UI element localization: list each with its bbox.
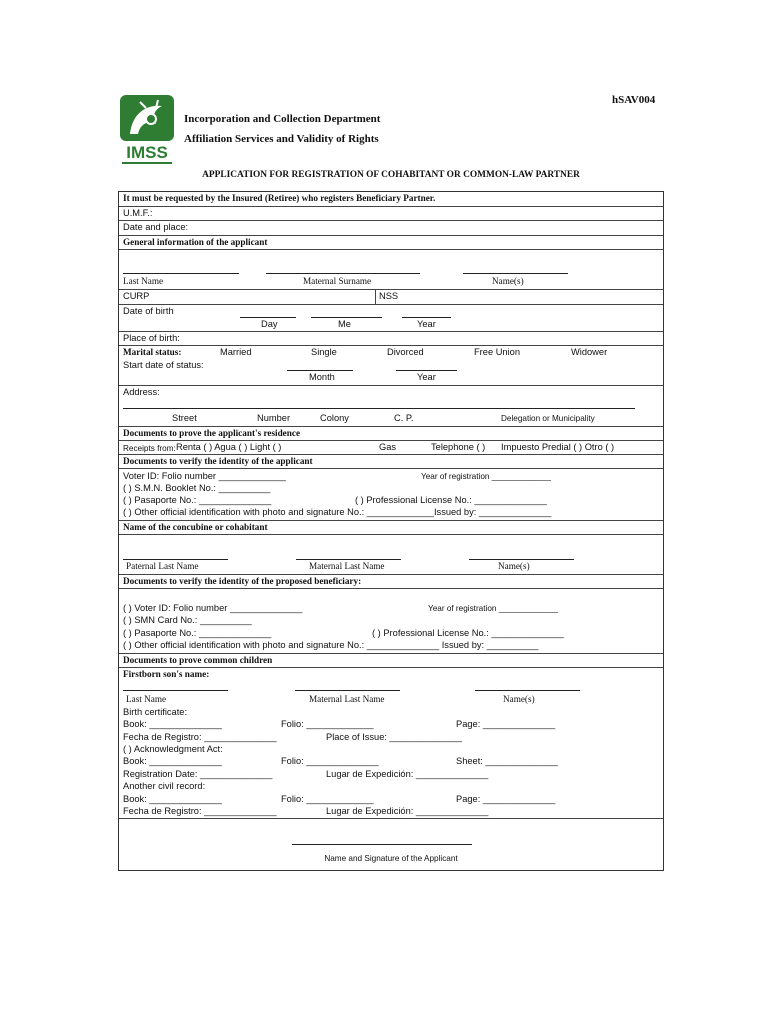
- beneficiary-year-registration-field[interactable]: Year of registration _____________: [428, 604, 558, 613]
- row-divider: [119, 454, 663, 455]
- free-union-option[interactable]: Free Union: [474, 347, 520, 357]
- other-place-field[interactable]: Lugar de Expedición: ______________: [326, 806, 489, 816]
- form-code: hSAV004: [612, 94, 656, 106]
- year-registration-field[interactable]: Year of registration _____________: [421, 472, 551, 481]
- receipts-options[interactable]: Renta ( ) Agua ( ) Light ( ): [176, 442, 282, 452]
- beneficiary-other-id-field[interactable]: ( ) Other official identification with photo and signature No.: ______________ Issued by: __________: [123, 640, 539, 650]
- firstborn-label: Firstborn son's name:: [123, 669, 210, 679]
- names-caption: Name(s): [498, 561, 530, 571]
- maternal-name-line[interactable]: [296, 559, 401, 560]
- row-divider: [119, 667, 663, 668]
- month-caption: Month: [309, 372, 335, 382]
- place-of-issue-field[interactable]: Place of Issue: ______________: [326, 732, 462, 742]
- professional-license-field[interactable]: ( ) Professional License No.: ______________: [355, 495, 547, 505]
- row-divider: [119, 818, 663, 819]
- another-civil-record-label: Another civil record:: [123, 781, 206, 791]
- single-option[interactable]: Single: [311, 347, 337, 357]
- department-name: Incorporation and Collection Department: [184, 113, 381, 125]
- child-names-line[interactable]: [475, 690, 580, 691]
- other-book-field[interactable]: Book: ______________: [123, 794, 222, 804]
- names-line[interactable]: [463, 273, 568, 274]
- last-name-line[interactable]: [123, 273, 239, 274]
- logo-text: IMSS: [126, 143, 168, 162]
- married-option[interactable]: Married: [220, 347, 252, 357]
- maternal-surname-caption: Maternal Surname: [303, 276, 372, 286]
- ack-sheet-field[interactable]: Sheet: ______________: [456, 756, 558, 766]
- curp-nss-divider: [375, 289, 376, 304]
- section-heading: Documents to verify the identity of the proposed beneficiary:: [123, 576, 362, 586]
- maternal-caption: Maternal Last Name: [309, 694, 385, 704]
- widower-option[interactable]: Widower: [571, 347, 608, 357]
- birth-certificate-label: Birth certificate:: [123, 707, 188, 717]
- delegation-caption: Delegation or Municipality: [501, 414, 595, 423]
- other-folio-field[interactable]: Folio: _____________: [281, 794, 374, 804]
- year-caption: Year: [417, 319, 436, 329]
- dob-label: Date of birth: [123, 306, 174, 316]
- beneficiary-voter-id-field[interactable]: ( ) Voter ID: Folio number ______________: [123, 603, 303, 613]
- number-caption: Number: [257, 413, 291, 423]
- row-divider: [119, 345, 663, 346]
- ack-registration-date-field[interactable]: Registration Date: ______________: [123, 769, 273, 779]
- birth-registration-date-field[interactable]: Fecha de Registro: ______________: [123, 732, 277, 742]
- start-year-line[interactable]: [396, 370, 457, 371]
- registration-form: [118, 191, 664, 871]
- section-heading: Documents to prove common children: [123, 655, 273, 665]
- row-divider: [119, 206, 663, 207]
- dob-year-line[interactable]: [402, 317, 451, 318]
- receipts-label: Receipts from:: [123, 444, 176, 453]
- divorced-option[interactable]: Divorced: [387, 347, 424, 357]
- paternal-name-line[interactable]: [123, 559, 228, 560]
- day-caption: Day: [261, 319, 278, 329]
- dob-month-line[interactable]: [311, 317, 382, 318]
- birth-book-field[interactable]: Book: ______________: [123, 719, 222, 729]
- row-divider: [119, 289, 663, 290]
- ack-place-field[interactable]: Lugar de Expedición: ______________: [326, 769, 489, 779]
- acknowledgment-act-option[interactable]: ( ) Acknowledgment Act:: [123, 744, 223, 754]
- section-heading: General information of the applicant: [123, 237, 268, 247]
- row-divider: [119, 249, 663, 250]
- signature-line[interactable]: [292, 844, 472, 845]
- names-caption: Name(s): [503, 694, 535, 704]
- dob-day-line[interactable]: [240, 317, 296, 318]
- row-divider: [119, 440, 663, 441]
- birth-folio-field[interactable]: Folio: _____________: [281, 719, 374, 729]
- row-divider: [119, 304, 663, 305]
- imss-logo: [118, 94, 178, 168]
- other-registration-date-field[interactable]: Fecha de Registro: ______________: [123, 806, 277, 816]
- voter-id-field[interactable]: Voter ID: Folio number _____________: [123, 471, 286, 481]
- birth-page-field[interactable]: Page: ______________: [456, 719, 556, 729]
- marital-status-label: Marital status:: [123, 347, 182, 357]
- form-title: APPLICATION FOR REGISTRATION OF COHABITANT OR COMMON-LAW PARTNER: [202, 170, 580, 180]
- maternal-surname-line[interactable]: [266, 273, 420, 274]
- month-caption: Me: [338, 319, 351, 329]
- row-divider: [119, 653, 663, 654]
- cp-caption: C. P.: [394, 413, 414, 423]
- date-place-label[interactable]: Date and place:: [123, 222, 189, 232]
- start-date-label: Start date of status:: [123, 360, 204, 370]
- beneficiary-professional-license-field[interactable]: ( ) Professional License No.: ______________: [372, 628, 564, 638]
- row-divider: [119, 331, 663, 332]
- row-divider: [119, 426, 663, 427]
- row-divider: [119, 574, 663, 575]
- gas-option[interactable]: Gas: [379, 442, 397, 452]
- curp-field[interactable]: CURP: [123, 291, 150, 301]
- section-heading: Documents to prove the applicant's residence: [123, 428, 301, 438]
- start-month-line[interactable]: [287, 370, 353, 371]
- place-of-birth-field[interactable]: Place of birth:: [123, 333, 180, 343]
- ack-book-field[interactable]: Book: ______________: [123, 756, 222, 766]
- nss-field[interactable]: NSS: [379, 291, 399, 301]
- telephone-option[interactable]: Telephone ( ): [431, 442, 486, 452]
- row-divider: [119, 468, 663, 469]
- beneficiary-passport-field[interactable]: ( ) Pasaporte No.: ______________: [123, 628, 272, 638]
- paternal-caption: Paternal Last Name: [126, 561, 199, 571]
- last-name-caption: Last Name: [123, 276, 164, 286]
- child-last-name-line[interactable]: [123, 690, 228, 691]
- address-label: Address:: [123, 387, 160, 397]
- smn-booklet-field[interactable]: ( ) S.M.N. Booklet No.: __________: [123, 483, 271, 493]
- smn-card-field[interactable]: ( ) SMN Card No.: __________: [123, 615, 252, 625]
- other-id-field[interactable]: ( ) Other official identification with photo and signature No.: _____________Issued by: ______________: [123, 507, 552, 517]
- subdepartment-name: Affiliation Services and Validity of Rights: [184, 133, 379, 145]
- passport-field[interactable]: ( ) Pasaporte No.: ______________: [123, 495, 272, 505]
- row-divider: [119, 385, 663, 386]
- row-divider: [119, 588, 663, 589]
- signature-caption: Name and Signature of the Applicant: [324, 854, 458, 863]
- colony-caption: Colony: [320, 413, 349, 423]
- umf-label[interactable]: U.M.F.:: [123, 208, 153, 218]
- row-divider: [119, 220, 663, 221]
- child-maternal-name-line[interactable]: [295, 690, 400, 691]
- impuesto-option[interactable]: Impuesto Predial ( ) Otro ( ): [501, 442, 615, 452]
- section-heading: Name of the concubine or cohabitant: [123, 522, 268, 532]
- names-line[interactable]: [469, 559, 574, 560]
- names-caption: Name(s): [492, 276, 524, 286]
- row-divider: [119, 235, 663, 236]
- last-name-caption: Last Name: [126, 694, 167, 704]
- row-divider: [119, 534, 663, 535]
- maternal-caption: Maternal Last Name: [309, 561, 385, 571]
- street-caption: Street: [172, 413, 197, 423]
- year-caption: Year: [417, 372, 436, 382]
- row-divider: [119, 520, 663, 521]
- section-heading: Documents to verify the identity of the applicant: [123, 456, 313, 466]
- ack-folio-field[interactable]: Folio: ______________: [281, 756, 379, 766]
- intro-text: It must be requested by the Insured (Retiree) who registers Beneficiary Partner.: [123, 193, 436, 203]
- address-line[interactable]: [123, 408, 635, 409]
- other-page-field[interactable]: Page: ______________: [456, 794, 556, 804]
